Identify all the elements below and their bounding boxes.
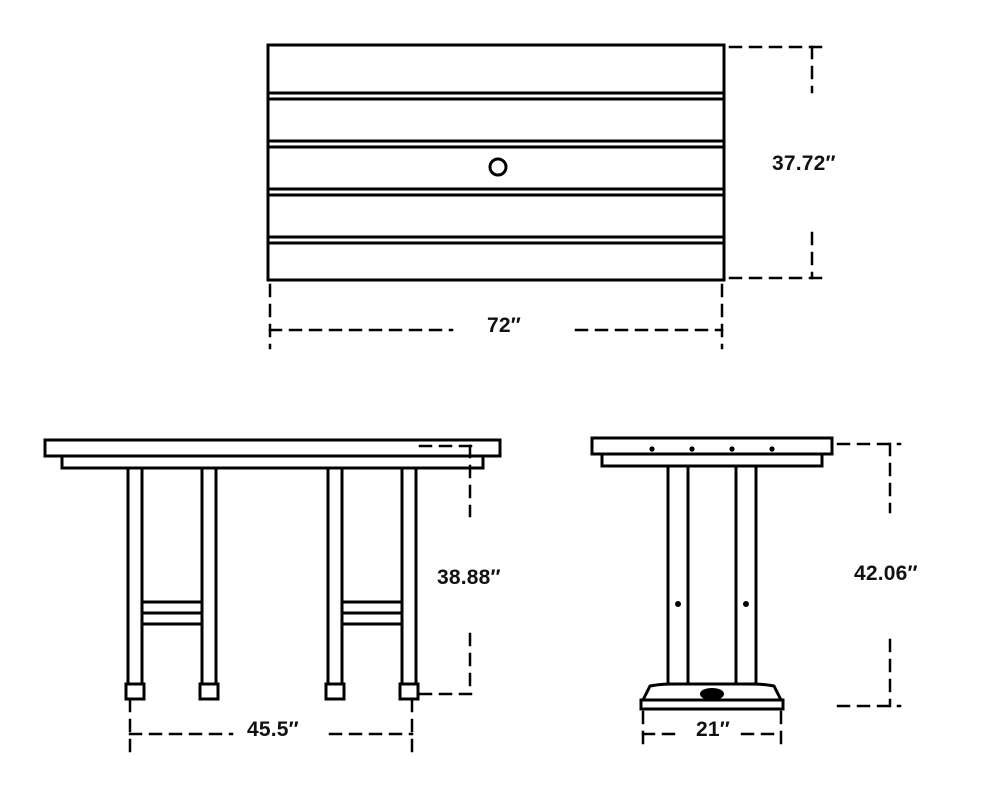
side-view-group xyxy=(592,438,832,709)
dimension-label-top-depth: 37.72″ xyxy=(772,152,836,175)
top-view-group xyxy=(268,45,724,280)
dimension-label-front-width: 45.5″ xyxy=(247,718,299,741)
dimension-label-side-height: 42.06″ xyxy=(854,562,918,585)
dimension-label-side-width: 21″ xyxy=(696,718,731,741)
dimension-label-top-width: 72″ xyxy=(487,314,522,337)
dimension-label-front-height: 38.88″ xyxy=(437,566,501,589)
front-view-group xyxy=(45,440,500,699)
